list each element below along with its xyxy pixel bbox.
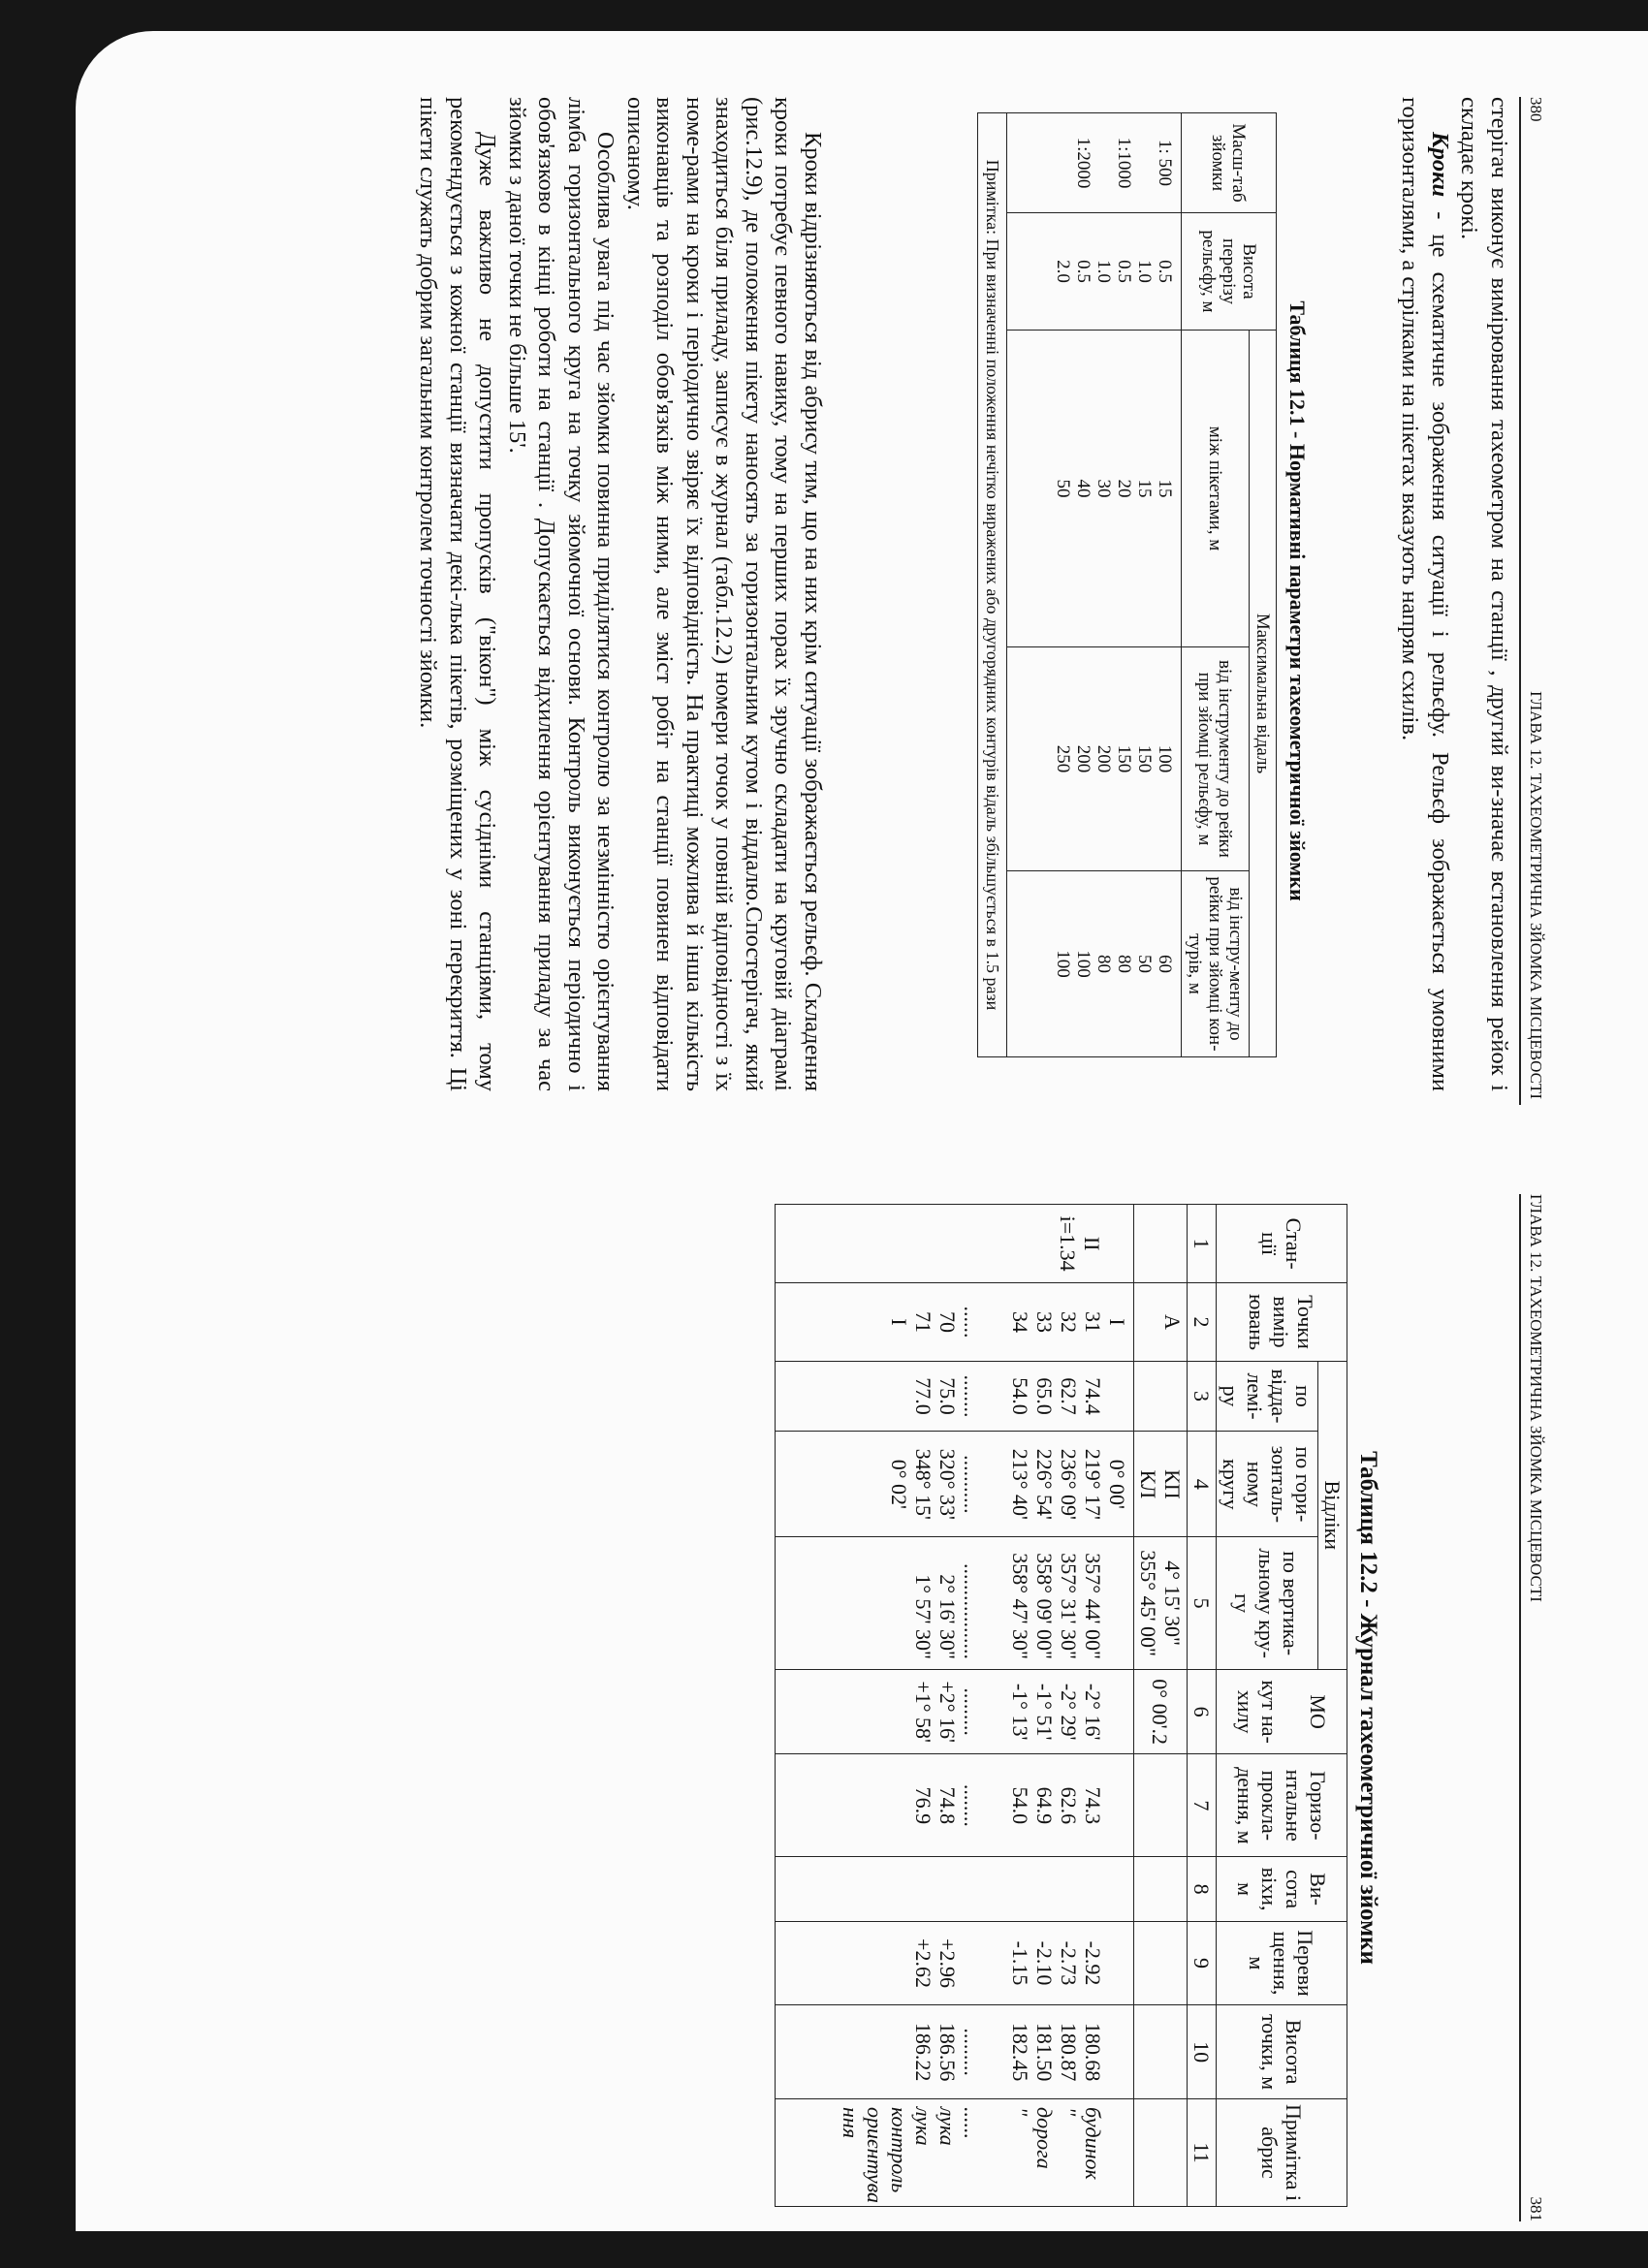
header-staff-height: Ви-сота віхи, м bbox=[1217, 1857, 1347, 1922]
orientation-vertical: 4° 15' 30" 355° 45' 00" bbox=[1134, 1537, 1188, 1670]
staff-height-cell bbox=[776, 1857, 1134, 1922]
column-number: 8 bbox=[1188, 1857, 1217, 1922]
header-slope-angle: кут на-хилу bbox=[1233, 1680, 1282, 1744]
point-height-cell: 180.68 180.87 181.50 182.45 ......... 186.56 186.22 bbox=[776, 2005, 1134, 2099]
column-number: 6 bbox=[1188, 1669, 1217, 1753]
header-to-staff-contours: від інстру-менту до рейки при зйомці кон-турів, м bbox=[1182, 871, 1250, 1057]
measurement-row bbox=[776, 1205, 1134, 2207]
table-note: Примітка: При визначенні положення нечітко виражених або другорядних контурів відаль збільшується в 1.5 рази bbox=[978, 113, 1007, 1057]
column-number: 1 bbox=[1188, 1205, 1217, 1283]
header-by-horizontal: по гори-зонталь-ному кругу bbox=[1217, 1432, 1318, 1537]
kroki-definition: - це схематичне зображення ситуації і рельєфу. Рельєф зображається умовними горизонталями, а стрілками на пікетах вказують напрям схилів. bbox=[1397, 97, 1453, 1091]
orientation-mo: 0° 00'.2 bbox=[1134, 1669, 1188, 1753]
kroki-definition-paragraph bbox=[1395, 97, 1454, 1091]
header-mo bbox=[1217, 1669, 1347, 1753]
header-by-rangefinder: по відда-лемі-ру bbox=[1217, 1361, 1318, 1432]
scale-values: 1: 500 1:1000 1:2000 bbox=[1007, 113, 1182, 213]
header-horizontal-distance: Горизо-нтальне прокла-дення, м bbox=[1217, 1754, 1347, 1857]
contours-values: 60 50 80 80 100 100 bbox=[1007, 871, 1182, 1057]
slope-cell: -2° 16' -2° 29' -1° 51' -1° 13' ......... +2° 16' +1° 58' bbox=[776, 1669, 1134, 1753]
orientation-empty bbox=[1134, 1754, 1188, 1857]
header-by-vertical: по вертика-льному кру-гу bbox=[1217, 1537, 1318, 1670]
table-12-2-caption: Таблиця 12.2 - Журнал тахеометричної зйомки bbox=[1355, 1451, 1381, 1965]
notes-cell: будинок " дорога " ...... лука лука контроль ориєнтува ння bbox=[776, 2098, 1134, 2206]
pickets-values: 15 15 20 30 40 50 bbox=[1007, 331, 1182, 647]
running-header bbox=[1519, 97, 1546, 1105]
header-mo-label: МО bbox=[1306, 1694, 1330, 1729]
orientation-range-cell bbox=[1134, 1361, 1188, 1432]
header-note-sketch: Примітка і абрис bbox=[1217, 2098, 1347, 2206]
header-contour-interval: Висота перерізу рельєфу, м bbox=[1182, 213, 1277, 331]
paragraph-2: Особлива увага під час зйомки повинна приділятися контролю за незмінністю орієнтування лімба горизонтального круга на точку зйомочної основи. Контроль виконується періодично і обов'язково в кінці роботи на станції . Допускається відхилення орієнтування приладу за час зйомки з даної точки не більше 15'. bbox=[504, 97, 619, 1091]
header-readings: Відліки bbox=[1318, 1361, 1347, 1669]
intro-text bbox=[1395, 97, 1513, 1091]
table-12-1 bbox=[977, 112, 1277, 1057]
table-12-1-caption: Таблиця 12.1 - Нормативні параметри тахеометричної зйомки bbox=[1285, 300, 1310, 901]
orientation-empty bbox=[1134, 2098, 1188, 2206]
station-cell: II i=1.34 bbox=[776, 1205, 1134, 1283]
column-number: 11 bbox=[1188, 2098, 1217, 2206]
page-381 bbox=[82, 1194, 1546, 2221]
horizontal-cell: 0° 00' 219° 17' 236° 09' 226° 54' 213° 40' ........... 320° 33' 348° 15' 0° 02' bbox=[776, 1432, 1134, 1537]
horizontal-distance-cell: 74.3 62.6 64.9 54.0 ........ 74.8 76.9 bbox=[776, 1754, 1134, 1857]
page-380 bbox=[82, 97, 1546, 1105]
running-title-381: ГЛАВА 12. ТАХЕОМЕТРИЧНА ЗЙОМКА МІСЦЕВОСТІ bbox=[1527, 1194, 1545, 1602]
orientation-point: А bbox=[1134, 1283, 1188, 1361]
orientation-row bbox=[1134, 1205, 1188, 2207]
vertical-cell: 357° 44' 00" 357° 31' 30" 358° 09' 00" 358° 47' 30" .................. 2° 16' 30" 1° 57' 30" bbox=[776, 1537, 1134, 1670]
page-number: 380 bbox=[1527, 97, 1545, 122]
header-scale: Масш-таб зйомки bbox=[1182, 113, 1277, 213]
column-number: 3 bbox=[1188, 1361, 1217, 1432]
paragraph-1: Кроки відрізняються від абрису тим, що на них крім ситуації зображається рельєф. Складення кроки потребує певного навику, тому на перших порах їх зручно складати на круговій діаграмі (рис.12.9), де положення пікету наносять за горизонтальним кутом і віддалю.Спостерігач, який знаходиться біля приладу, записує в журнал (табл.12.2) номери точок у повній відповідності з їх номе-рами на кроки і періодично звіряє їх відповідність. На практиці можлива й інша кількість виконавців та розподіл обов'язків між ними, але зміст робіт на станції повинен відповідати описаному. bbox=[622, 97, 826, 1091]
body-text bbox=[413, 97, 827, 1091]
rangefinder-cell: 74.4 62.7 65.0 54.0 ........ 75.0 77.0 bbox=[776, 1361, 1134, 1432]
column-number: 4 bbox=[1188, 1432, 1217, 1537]
orientation-empty bbox=[1134, 1921, 1188, 2004]
header-point-height: Висота точки, м bbox=[1217, 2005, 1347, 2099]
relief-values: 100 150 150 200 200 250 bbox=[1007, 647, 1182, 871]
column-number: 7 bbox=[1188, 1754, 1217, 1857]
header-max-distance: Максимальна відаль bbox=[1250, 331, 1277, 1057]
table-12-2 bbox=[775, 1204, 1347, 2207]
column-number: 9 bbox=[1188, 1921, 1217, 2004]
elevation-difference-cell: -2.92 -2.73 -2.10 -1.15 +2.96 +2.62 bbox=[776, 1921, 1134, 2004]
contour-values: 0.5 1.0 0.5 1.0 0.5 2.0 bbox=[1007, 213, 1182, 331]
header-elevation-difference: Переви щення, м bbox=[1217, 1921, 1347, 2004]
orientation-horizontal: КП КЛ bbox=[1134, 1432, 1188, 1537]
header-stations: Стан-ції bbox=[1217, 1205, 1347, 1283]
running-header-381 bbox=[1519, 1194, 1546, 2221]
column-number: 5 bbox=[1188, 1537, 1217, 1670]
header-points: Точки вимір ювань bbox=[1217, 1283, 1347, 1361]
paragraph-3: Дуже важливо не допустити пропусків ("вікон") між сусідніми станціями, тому рекомендується з кожної станції визначати декі-лька пікетів, розміщених у зоні перекриття. Ці пікети служать добрим загальним контролем точності зйомки. bbox=[415, 97, 501, 1091]
page-number-381: 381 bbox=[1527, 2196, 1545, 2221]
column-number: 2 bbox=[1188, 1283, 1217, 1361]
points-cell: I 31 32 33 34 ...... 70 71 I bbox=[776, 1283, 1134, 1361]
column-number-row bbox=[1188, 1205, 1217, 2207]
orientation-empty bbox=[1134, 2005, 1188, 2099]
column-number: 10 bbox=[1188, 2005, 1217, 2099]
running-title: ГЛАВА 12. ТАХЕОМЕТРИЧНА ЗЙОМКА МІСЦЕВОСТІ bbox=[1527, 691, 1545, 1099]
header-between-pickets: між пікетами, м bbox=[1182, 331, 1250, 647]
kroki-term: Кроки bbox=[1427, 132, 1453, 198]
orientation-empty bbox=[1134, 1857, 1188, 1922]
orientation-station-cell bbox=[1134, 1205, 1188, 1283]
intro-paragraph: стерігач виконує вимірювання тахеометром на станції , другий ви-значає встановлення рейок і складає крокі. bbox=[1456, 97, 1512, 1091]
header-to-staff-relief: від інструменту до рейки при зйомці рельєфу, м bbox=[1182, 647, 1250, 871]
